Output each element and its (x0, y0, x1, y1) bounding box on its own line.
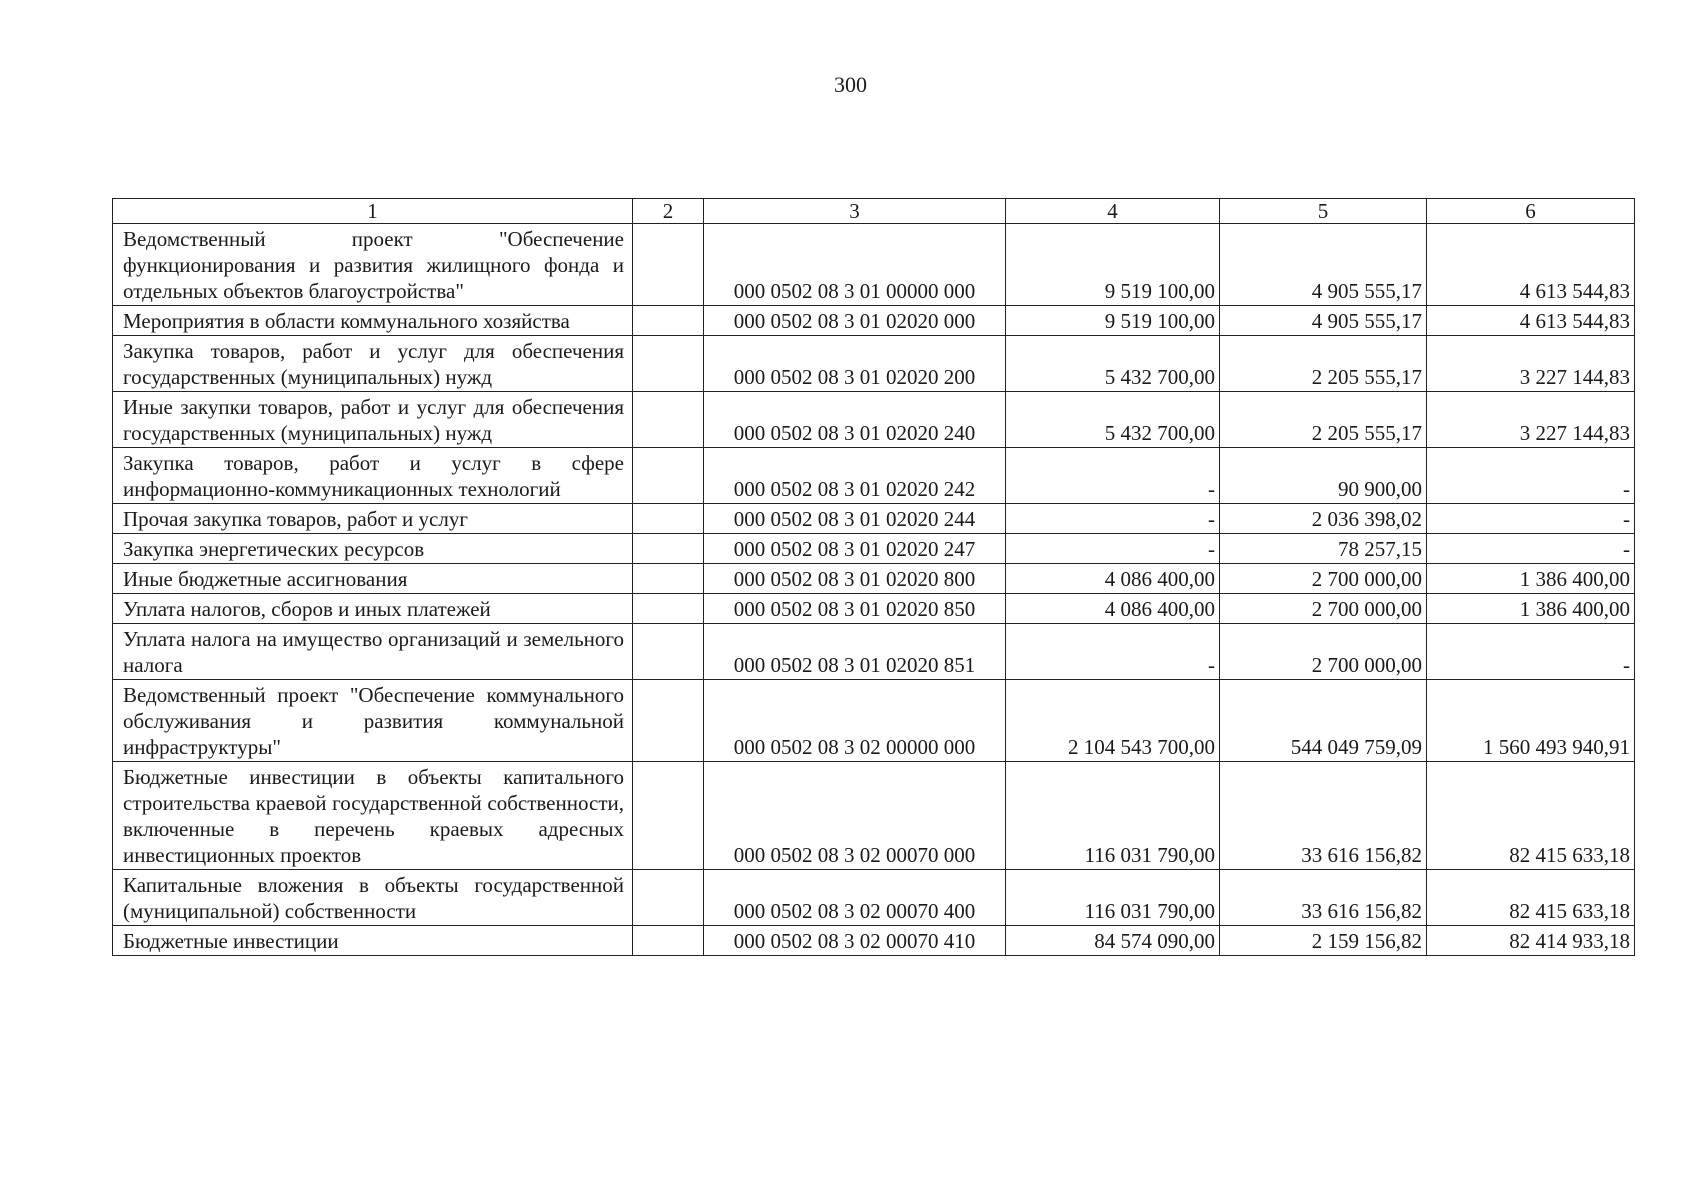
row-value-5: 544 049 759,09 (1220, 680, 1427, 762)
row-name: Иные бюджетные ассигнования (113, 564, 633, 594)
row-value-6: 1 386 400,00 (1427, 564, 1635, 594)
header-col-1: 1 (113, 199, 633, 224)
row-name: Капитальные вложения в объекты государственной (муниципальной) собственности (113, 870, 633, 926)
row-value-5: 4 905 555,17 (1220, 306, 1427, 336)
row-name: Закупка энергетических ресурсов (113, 534, 633, 564)
row-value-6: 3 227 144,83 (1427, 392, 1635, 448)
row-value-5: 33 616 156,82 (1220, 762, 1427, 870)
row-col2 (633, 534, 704, 564)
row-col2 (633, 926, 704, 956)
row-code: 000 0502 08 3 01 02020 000 (704, 306, 1006, 336)
row-value-6: 4 613 544,83 (1427, 224, 1635, 306)
row-col2 (633, 504, 704, 534)
row-value-4: 9 519 100,00 (1006, 306, 1220, 336)
table-header-row (113, 199, 1635, 224)
table-row (113, 624, 1635, 680)
row-value-6: - (1427, 448, 1635, 504)
row-code: 000 0502 08 3 01 02020 242 (704, 448, 1006, 504)
row-code: 000 0502 08 3 01 02020 244 (704, 504, 1006, 534)
table-row (113, 392, 1635, 448)
row-code: 000 0502 08 3 01 02020 247 (704, 534, 1006, 564)
row-name: Уплата налогов, сборов и иных платежей (113, 594, 633, 624)
row-col2 (633, 448, 704, 504)
page-number: 300 (834, 72, 867, 97)
row-value-5: 2 205 555,17 (1220, 392, 1427, 448)
row-value-5: 2 700 000,00 (1220, 564, 1427, 594)
row-col2 (633, 224, 704, 306)
row-value-5: 2 700 000,00 (1220, 624, 1427, 680)
row-col2 (633, 870, 704, 926)
table-row (113, 926, 1635, 956)
row-value-4: - (1006, 624, 1220, 680)
row-col2 (633, 564, 704, 594)
table-row (113, 762, 1635, 870)
header-col-2: 2 (633, 199, 704, 224)
row-value-4: - (1006, 534, 1220, 564)
row-value-4: - (1006, 448, 1220, 504)
row-value-5: 2 700 000,00 (1220, 594, 1427, 624)
row-value-4: 5 432 700,00 (1006, 392, 1220, 448)
row-value-5: 2 159 156,82 (1220, 926, 1427, 956)
row-name: Прочая закупка товаров, работ и услуг (113, 504, 633, 534)
table-row (113, 564, 1635, 594)
row-code: 000 0502 08 3 01 00000 000 (704, 224, 1006, 306)
row-name: Бюджетные инвестиции в объекты капитального строительства краевой государственной собственности, включенные в перечень краевых адресных инвестиционных проектов (113, 762, 633, 870)
row-value-6: 3 227 144,83 (1427, 336, 1635, 392)
row-value-5: 2 036 398,02 (1220, 504, 1427, 534)
row-col2 (633, 336, 704, 392)
table-row (113, 224, 1635, 306)
table-row (113, 306, 1635, 336)
row-value-5: 78 257,15 (1220, 534, 1427, 564)
row-value-4: 84 574 090,00 (1006, 926, 1220, 956)
row-value-6: 1 560 493 940,91 (1427, 680, 1635, 762)
row-col2 (633, 680, 704, 762)
header-col-5: 5 (1220, 199, 1427, 224)
row-code: 000 0502 08 3 02 00000 000 (704, 680, 1006, 762)
budget-table (112, 198, 1635, 956)
header-col-3: 3 (704, 199, 1006, 224)
row-col2 (633, 624, 704, 680)
row-value-4: 116 031 790,00 (1006, 870, 1220, 926)
table-row (113, 870, 1635, 926)
row-value-5: 33 616 156,82 (1220, 870, 1427, 926)
table-row (113, 680, 1635, 762)
row-value-4: 4 086 400,00 (1006, 594, 1220, 624)
row-name: Уплата налога на имущество организаций и земельного налога (113, 624, 633, 680)
row-col2 (633, 594, 704, 624)
row-col2 (633, 306, 704, 336)
row-code: 000 0502 08 3 01 02020 800 (704, 564, 1006, 594)
row-value-6: - (1427, 504, 1635, 534)
row-name: Закупка товаров, работ и услуг для обеспечения государственных (муниципальных) нужд (113, 336, 633, 392)
row-value-6: 82 415 633,18 (1427, 762, 1635, 870)
row-col2 (633, 762, 704, 870)
row-value-5: 2 205 555,17 (1220, 336, 1427, 392)
table-row (113, 448, 1635, 504)
row-name: Мероприятия в области коммунального хозяйства (113, 306, 633, 336)
row-name: Закупка товаров, работ и услуг в сфере информационно-коммуникационных технологий (113, 448, 633, 504)
row-name: Бюджетные инвестиции (113, 926, 633, 956)
table-row (113, 594, 1635, 624)
row-code: 000 0502 08 3 02 00070 400 (704, 870, 1006, 926)
row-value-6: 82 415 633,18 (1427, 870, 1635, 926)
row-value-6: - (1427, 534, 1635, 564)
row-name: Ведомственный проект "Обеспечение функционирования и развития жилищного фонда и отдельных объектов благоустройства" (113, 224, 633, 306)
row-value-4: 4 086 400,00 (1006, 564, 1220, 594)
row-value-5: 4 905 555,17 (1220, 224, 1427, 306)
row-code: 000 0502 08 3 01 02020 850 (704, 594, 1006, 624)
row-value-6: 4 613 544,83 (1427, 306, 1635, 336)
header-col-4: 4 (1006, 199, 1220, 224)
row-value-4: 116 031 790,00 (1006, 762, 1220, 870)
row-name: Иные закупки товаров, работ и услуг для обеспечения государственных (муниципальных) нужд (113, 392, 633, 448)
row-value-6: 82 414 933,18 (1427, 926, 1635, 956)
row-code: 000 0502 08 3 01 02020 200 (704, 336, 1006, 392)
row-value-4: 5 432 700,00 (1006, 336, 1220, 392)
row-value-4: 9 519 100,00 (1006, 224, 1220, 306)
row-col2 (633, 392, 704, 448)
row-code: 000 0502 08 3 02 00070 410 (704, 926, 1006, 956)
row-value-4: - (1006, 504, 1220, 534)
row-name: Ведомственный проект "Обеспечение коммунального обслуживания и развития коммунальной инфраструктуры" (113, 680, 633, 762)
table-row (113, 534, 1635, 564)
table-row (113, 336, 1635, 392)
row-value-6: 1 386 400,00 (1427, 594, 1635, 624)
row-value-5: 90 900,00 (1220, 448, 1427, 504)
row-value-4: 2 104 543 700,00 (1006, 680, 1220, 762)
row-code: 000 0502 08 3 01 02020 240 (704, 392, 1006, 448)
row-value-6: - (1427, 624, 1635, 680)
row-code: 000 0502 08 3 02 00070 000 (704, 762, 1006, 870)
row-code: 000 0502 08 3 01 02020 851 (704, 624, 1006, 680)
header-col-6: 6 (1427, 199, 1635, 224)
table-row (113, 504, 1635, 534)
